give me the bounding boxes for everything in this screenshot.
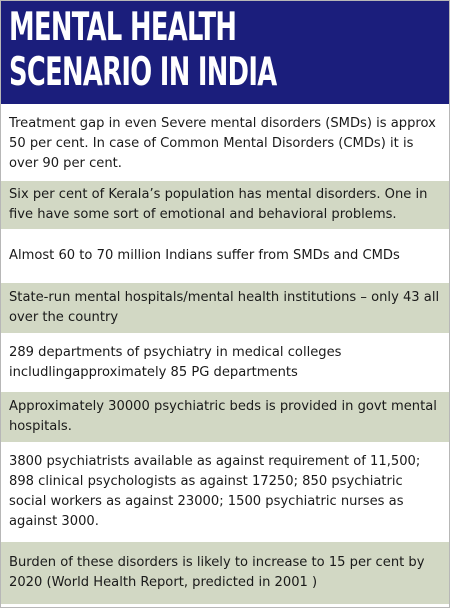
fact-5 [1,337,449,389]
fact-3 [1,234,449,278]
fact-text: Burden of these disorders is likely to increase to 15 per cent by 2020 (World Health Report, predicted in 2001 ) [9,555,425,590]
fact-7 [1,447,449,537]
fact-1 [1,110,449,177]
title-banner [1,1,449,104]
fact-4 [1,283,449,333]
fact-2 [1,181,449,229]
fact-8 [1,542,449,604]
fact-text: Almost 60 to 70 million Indians suffer from SMDs and CMDs [9,248,400,263]
fact-6 [1,392,449,442]
fact-text: 3800 psychiatrists available as against requirement of 11,500; 898 clinical psychologists as against 17250; 850 psychiatric social workers as against 23000; 1500 psychiatric nurses as against 3000. [9,454,421,529]
fact-text: State-run mental hospitals/mental health institutions – only 43 all over the country [9,290,440,325]
title-line-2: SCENARIO IN INDIA [9,50,277,95]
fact-text: Approximately 30000 psychiatric beds is provided in govt mental hospitals. [9,399,437,434]
fact-text: Six per cent of Kerala’s population has mental disorders. One in five have some sort of emotional and behavioral problems. [9,187,428,222]
title-line-1: MENTAL HEALTH [9,5,237,50]
fact-text: 289 departments of psychiatry in medical colleges includlingapproximately 85 PG departments [9,345,342,380]
fact-text: Treatment gap in even Severe mental disorders (SMDs) is approx 50 per cent. In case of Common Mental Disorders (CMDs) it is over 90 per cent. [9,115,436,171]
